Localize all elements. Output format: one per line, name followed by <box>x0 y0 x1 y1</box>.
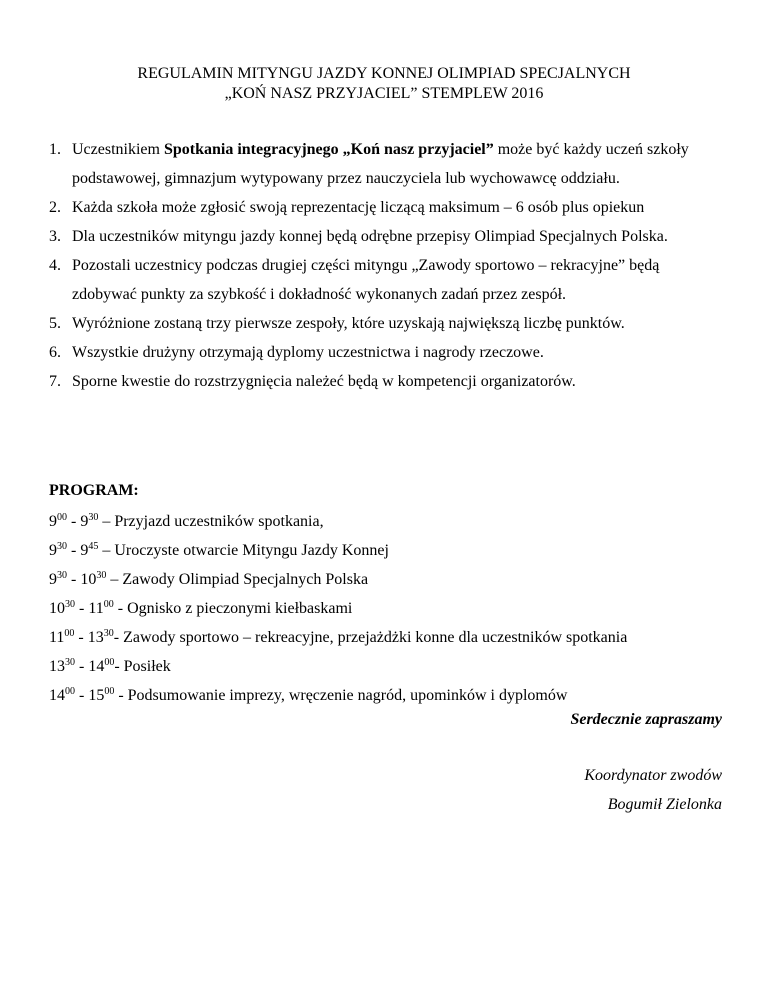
start-hour: 13 <box>49 658 65 675</box>
schedule-description: - Zawody sportowo – rekreacyjne, przejażdżki konne dla uczestników spotkania <box>113 629 628 646</box>
end-hour: 10 <box>80 571 97 588</box>
rule-number: 3. <box>49 228 61 245</box>
rule-item <box>0 135 768 193</box>
coordinator-role: Koordynator zwodów <box>584 767 722 784</box>
time-separator: - <box>75 687 89 704</box>
coordinator-name: Bogumił Zielonka <box>607 796 722 813</box>
schedule-row <box>49 652 739 681</box>
start-hour: 10 <box>49 600 65 617</box>
schedule-description: - Ognisko z pieczonymi kiełbaskami <box>113 600 353 617</box>
schedule-description: – Uroczyste otwarcie Mityngu Jazdy Konnej <box>98 542 389 559</box>
rule-number: 7. <box>49 373 61 390</box>
rule-text: Dla uczestników mityngu jazdy konnej będą odrębne przepisy Olimpiad Specjalnych Polska. <box>72 228 668 245</box>
start-minutes: 30 <box>57 570 67 581</box>
start-minutes: 00 <box>57 512 67 523</box>
schedule-row <box>49 681 739 710</box>
end-hour: 15 <box>88 687 105 704</box>
document-title-line2: „KOŃ NASZ PRZYJACIEL” STEMPLEW 2016 <box>224 85 544 102</box>
start-hour: 9 <box>49 571 57 588</box>
start-hour: 9 <box>49 513 57 530</box>
start-hour: 14 <box>49 687 65 704</box>
schedule-row <box>49 594 739 623</box>
time-separator: - <box>67 571 81 588</box>
rules-list <box>0 135 768 396</box>
rule-item <box>0 251 768 309</box>
schedule-description: – Zawody Olimpiad Specjalnych Polska <box>106 571 369 588</box>
start-hour: 9 <box>49 542 57 559</box>
time-separator: - <box>74 629 88 646</box>
rule-item <box>0 222 768 251</box>
end-minutes: 00 <box>104 686 115 697</box>
start-minutes: 00 <box>64 628 75 639</box>
rule-item <box>0 367 768 396</box>
rule-text: Wyróżnione zostaną trzy pierwsze zespoły, które uzyskają największą liczbę punktów. <box>72 315 625 332</box>
start-minutes: 30 <box>65 599 75 610</box>
rule-number: 5. <box>49 315 61 332</box>
end-minutes: 00 <box>103 599 114 610</box>
time-separator: - <box>67 513 81 530</box>
schedule-row <box>49 507 739 536</box>
rule-number: 6. <box>49 344 61 361</box>
start-hour: 11 <box>49 629 65 646</box>
time-separator: - <box>75 658 89 675</box>
start-minutes: 30 <box>57 541 67 552</box>
end-hour: 13 <box>87 629 104 646</box>
end-hour: 11 <box>88 600 104 617</box>
rule-item <box>0 309 768 338</box>
rule-text: może być każdy uczeń szkoły podstawowej, gimnazjum wytypowany przez nauczyciela lub wychowawcę oddziału. <box>72 141 689 187</box>
end-hour: 9 <box>80 542 89 559</box>
event-name: Spotkania integracyjnego „Koń nasz przyjaciel” <box>163 141 494 158</box>
schedule-row <box>49 623 739 652</box>
rule-number: 4. <box>49 257 61 274</box>
start-minutes: 00 <box>65 686 75 697</box>
end-minutes: 30 <box>103 628 114 639</box>
start-minutes: 30 <box>65 657 75 668</box>
rule-number: 2. <box>49 199 61 216</box>
rule-item <box>0 193 768 222</box>
schedule-description: - Podsumowanie imprezy, wręczenie nagród, upominków i dyplomów <box>114 687 568 704</box>
rule-text: Pozostali uczestnicy podczas drugiej części mityngu „Zawody sportowo – rekracyjne” będą zdobywać punkty za szybkość i dokładność wykonanych zadań przez zespół. <box>72 257 660 303</box>
invitation-text: Serdecznie zapraszamy <box>570 711 722 728</box>
rule-item <box>0 338 768 367</box>
end-minutes: 30 <box>96 570 107 581</box>
schedule-description: - Posiłek <box>114 658 171 675</box>
program-heading: PROGRAM: <box>49 482 139 499</box>
time-separator: - <box>75 600 89 617</box>
rule-text: Każda szkoła może zgłosić swoją reprezentację liczącą maksimum – 6 osób plus opiekun <box>72 199 645 216</box>
schedule-description: – Przyjazd uczestników spotkania, <box>98 513 324 530</box>
time-separator: - <box>67 542 81 559</box>
end-minutes: 45 <box>88 541 99 552</box>
end-hour: 14 <box>88 658 105 675</box>
end-minutes: 00 <box>104 657 115 668</box>
rule-text: Sporne kwestie do rozstrzygnięcia należeć będą w kompetencji organizatorów. <box>72 373 576 390</box>
end-hour: 9 <box>80 513 89 530</box>
schedule-row <box>49 565 739 594</box>
rule-number: 1. <box>49 141 61 158</box>
program-schedule <box>49 507 739 710</box>
document-title-line1: REGULAMIN MITYNGU JAZDY KONNEJ OLIMPIAD SPECJALNYCH <box>137 65 631 82</box>
schedule-row <box>49 536 739 565</box>
rule-text: Wszystkie drużyny otrzymają dyplomy uczestnictwa i nagrody rzeczowe. <box>72 344 544 361</box>
rule-text: Uczestnikiem <box>72 141 164 158</box>
end-minutes: 30 <box>88 512 99 523</box>
